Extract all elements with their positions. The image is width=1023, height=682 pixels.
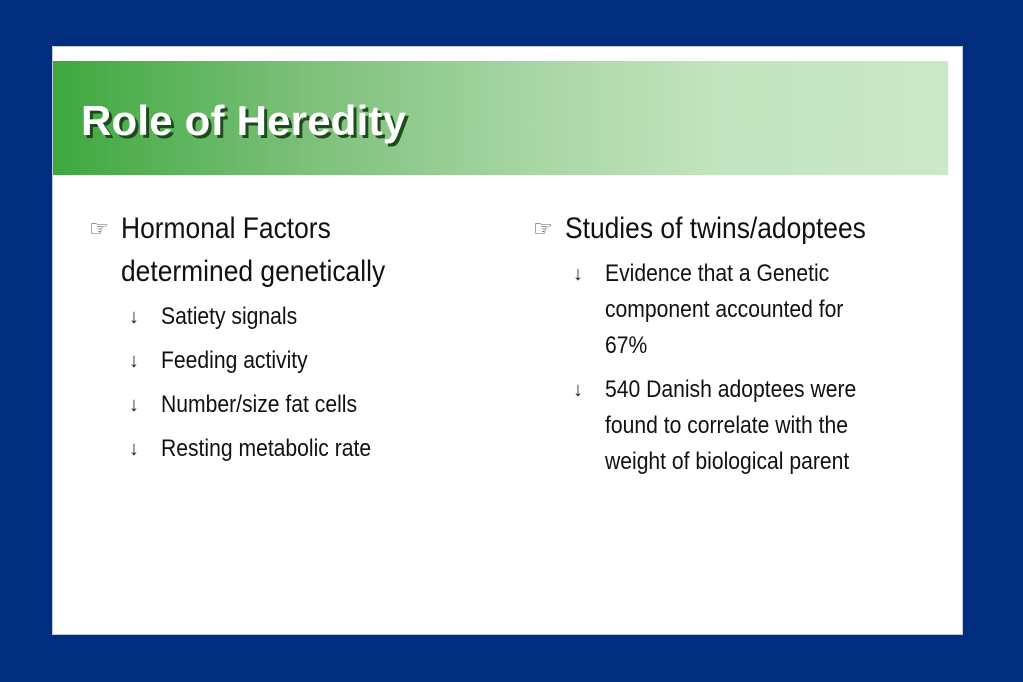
left-column <box>89 207 489 475</box>
list-item: ↓ Satiety signals <box>89 299 489 335</box>
list-item: ↓ 540 Danish adoptees were found to correlate with the weight of biological parent <box>533 372 933 480</box>
title-bar <box>53 61 948 175</box>
list-item: ↓ Number/size fat cells <box>89 387 489 423</box>
left-sub-list <box>89 299 489 467</box>
right-column <box>533 207 933 488</box>
bullet-twin-studies <box>533 207 933 250</box>
heading-text: Studies of twins/adoptees <box>565 212 866 245</box>
list-item: ↓ Evidence that a Genetic component accounted for 67% <box>533 256 933 364</box>
slide <box>52 46 963 635</box>
pointing-hand-icon: ☞ <box>533 216 553 241</box>
down-arrow-icon: ↓ <box>129 350 139 372</box>
down-arrow-icon: ↓ <box>129 394 139 416</box>
right-sub-list <box>533 256 933 480</box>
bullet-hormonal-factors <box>89 207 489 293</box>
down-arrow-icon: ↓ <box>129 438 139 460</box>
down-arrow-icon: ↓ <box>573 379 583 401</box>
down-arrow-icon: ↓ <box>573 263 583 285</box>
pointing-hand-icon: ☞ <box>89 216 109 241</box>
list-item: ↓ Resting metabolic rate <box>89 431 489 467</box>
slide-title: Role of Heredity <box>81 97 407 144</box>
heading-line-1: Hormonal Factors <box>121 212 331 245</box>
heading-line-2: determined genetically <box>121 255 386 288</box>
list-item: ↓ Feeding activity <box>89 343 489 379</box>
down-arrow-icon: ↓ <box>129 306 139 328</box>
